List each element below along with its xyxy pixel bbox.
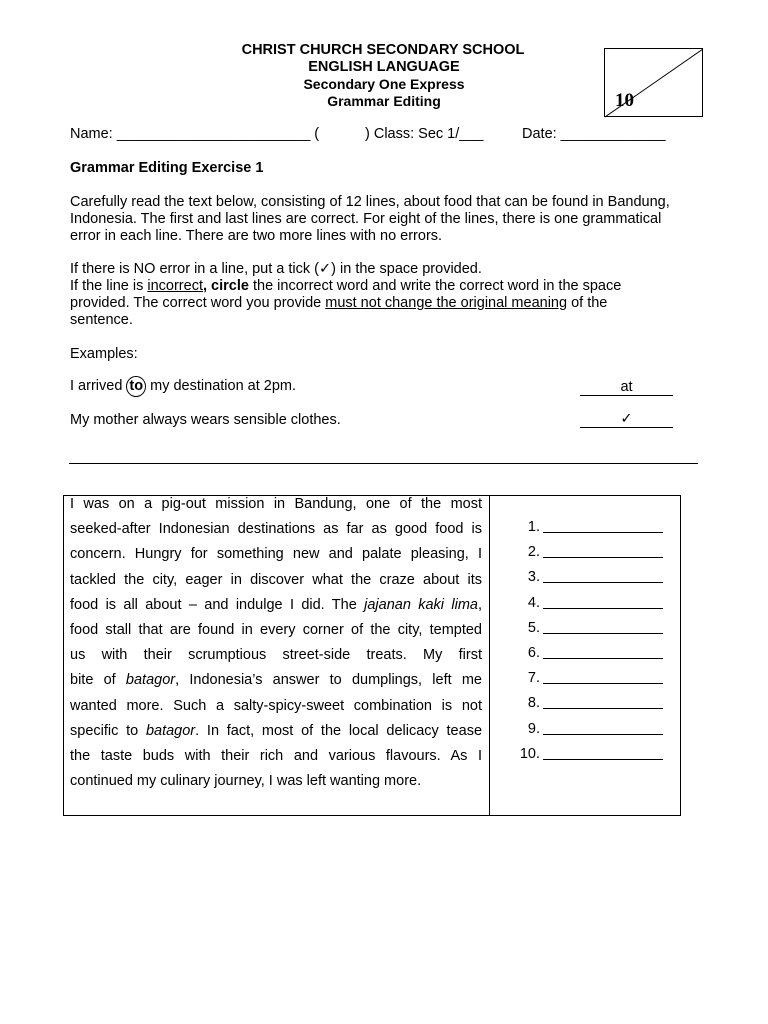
tick-rule: If there is NO error in a line, put a tick (✓) in the space provided. [70, 261, 482, 277]
answer-blank[interactable] [543, 658, 663, 659]
circle-bold: circle [211, 278, 249, 294]
circled-word: to [126, 376, 146, 397]
answer-blank[interactable] [543, 633, 663, 634]
passage-line: tackled the city, eager in discover what the craze about its [70, 571, 482, 588]
incorrect-underlined: incorrect [147, 278, 203, 294]
answer-blank[interactable] [543, 608, 663, 609]
worksheet-page: CHRIST CHURCH SECONDARY SCHOOL ENGLISH LANGUAGE Secondary One Express Grammar Editing 10 Name: ________________________ ( ) Class: Sec 1/___ Date: _____________ Grammar Editing Exercise 1 Carefully read the text below, consisting of 12 lines, about food that can be found in Bandung, Indonesia. The first and last lines are correct. For eight of the lines, there is one grammatical error in each line. There are two more lines with no errors. If there is NO error in a line, put a tick (✓) in the space provided. If the line is incorrect, circle the incorrect word and write the correct word in the space provided. The correct word you provide must not change the original meaning of the sentence. Examples: I arrived to my destination at 2pm. at My mother always wears sensible clothes. ✓ I was on a pig-out mission in Bandung, one of the most seeked-after Indonesian destinations as far as good food is concern. Hungry for something new and palate pleasing, I tackled the city, eager in discover what the craze about its food is all about – and indulge I did. The jajanan kaki lima, food stall that are found in every corner of the city, tempted us with their scrumptious street-side treats. My first bite of batagor, Indonesia’s answer to dumplings, left me wanted more. Such a salty-spicy-sweet combination is not specific to batagor. In fact, most of the local delicacy tease the taste buds with their rich and various flavours. As I continued my culinary journey, I was left wanting more. 1. 2. 3. 4. 5. 6. 7. 8. 9. 10. [0, 0, 768, 1024]
score-total: 10 [615, 90, 634, 111]
answer-blank[interactable] [543, 532, 663, 533]
subject-title: ENGLISH LANGUAGE [308, 59, 460, 75]
example-2-answer: ✓ [580, 411, 673, 428]
passage-line: the taste buds with their rich and various flavours. As I [70, 747, 482, 764]
example-2: My mother always wears sensible clothes. [70, 412, 341, 428]
examples-label: Examples: [70, 346, 138, 362]
topic-title: Grammar Editing [327, 93, 441, 109]
passage-line: food is all about – and indulge I did. The jajanan kaki lima, [70, 596, 482, 613]
name-field[interactable]: Name: ________________________ ( [70, 126, 320, 142]
table-column-divider [489, 495, 490, 816]
date-field[interactable]: Date: _____________ [522, 126, 666, 142]
score-box [604, 48, 703, 117]
example-1-answer: at [580, 379, 673, 396]
answer-blank[interactable] [543, 708, 663, 709]
level-title: Secondary One Express [303, 76, 465, 92]
answer-blank[interactable] [543, 557, 663, 558]
answer-blank[interactable] [543, 759, 663, 760]
answer-blank[interactable] [543, 734, 663, 735]
instructions-rules [70, 261, 670, 329]
exercise-title: Grammar Editing Exercise 1 [70, 160, 264, 176]
passage-line: wanted more. Such a salty-spicy-sweet combination is not [70, 697, 482, 714]
passage-line: us with their scrumptious street-side treats. My first [70, 647, 482, 664]
passage-line: I was on a pig-out mission in Bandung, one of the most [70, 496, 482, 512]
instructions-paragraph: Carefully read the text below, consisting of 12 lines, about food that can be found in Bandung, Indonesia. The first and last lines are correct. For eight of the lines, there is one grammatical error in each line. There are two more lines with no errors. [70, 194, 670, 244]
passage-line: concern. Hungry for something new and palate pleasing, I [70, 546, 482, 563]
passage-line: continued my culinary journey, I was left wanting more. [70, 773, 422, 790]
incorrect-rule: If the line is incorrect, circle the incorrect word and write the correct word in the space provided. The correct word you provide must not change the original meaning of the sentence. [70, 278, 622, 328]
class-field[interactable]: ) Class: Sec 1/___ [365, 126, 484, 142]
passage-line: food stall that are found in every corner of the city, tempted [70, 621, 482, 638]
answer-blank[interactable] [543, 683, 663, 684]
passage-line: bite of batagor, Indonesia’s answer to dumplings, left me [70, 672, 482, 689]
example-1: I arrived to my destination at 2pm. [70, 378, 296, 394]
passage-line: specific to batagor. In fact, most of the local delicacy tease [70, 722, 482, 739]
passage-text [70, 492, 482, 794]
meaning-underlined: must not change the original meaning [325, 295, 568, 311]
school-name: CHRIST CHURCH SECONDARY SCHOOL [241, 42, 525, 58]
passage-line: seeked-after Indonesian destinations as far as good food is [70, 521, 482, 538]
answer-blank[interactable] [543, 582, 663, 583]
section-divider [69, 463, 698, 464]
